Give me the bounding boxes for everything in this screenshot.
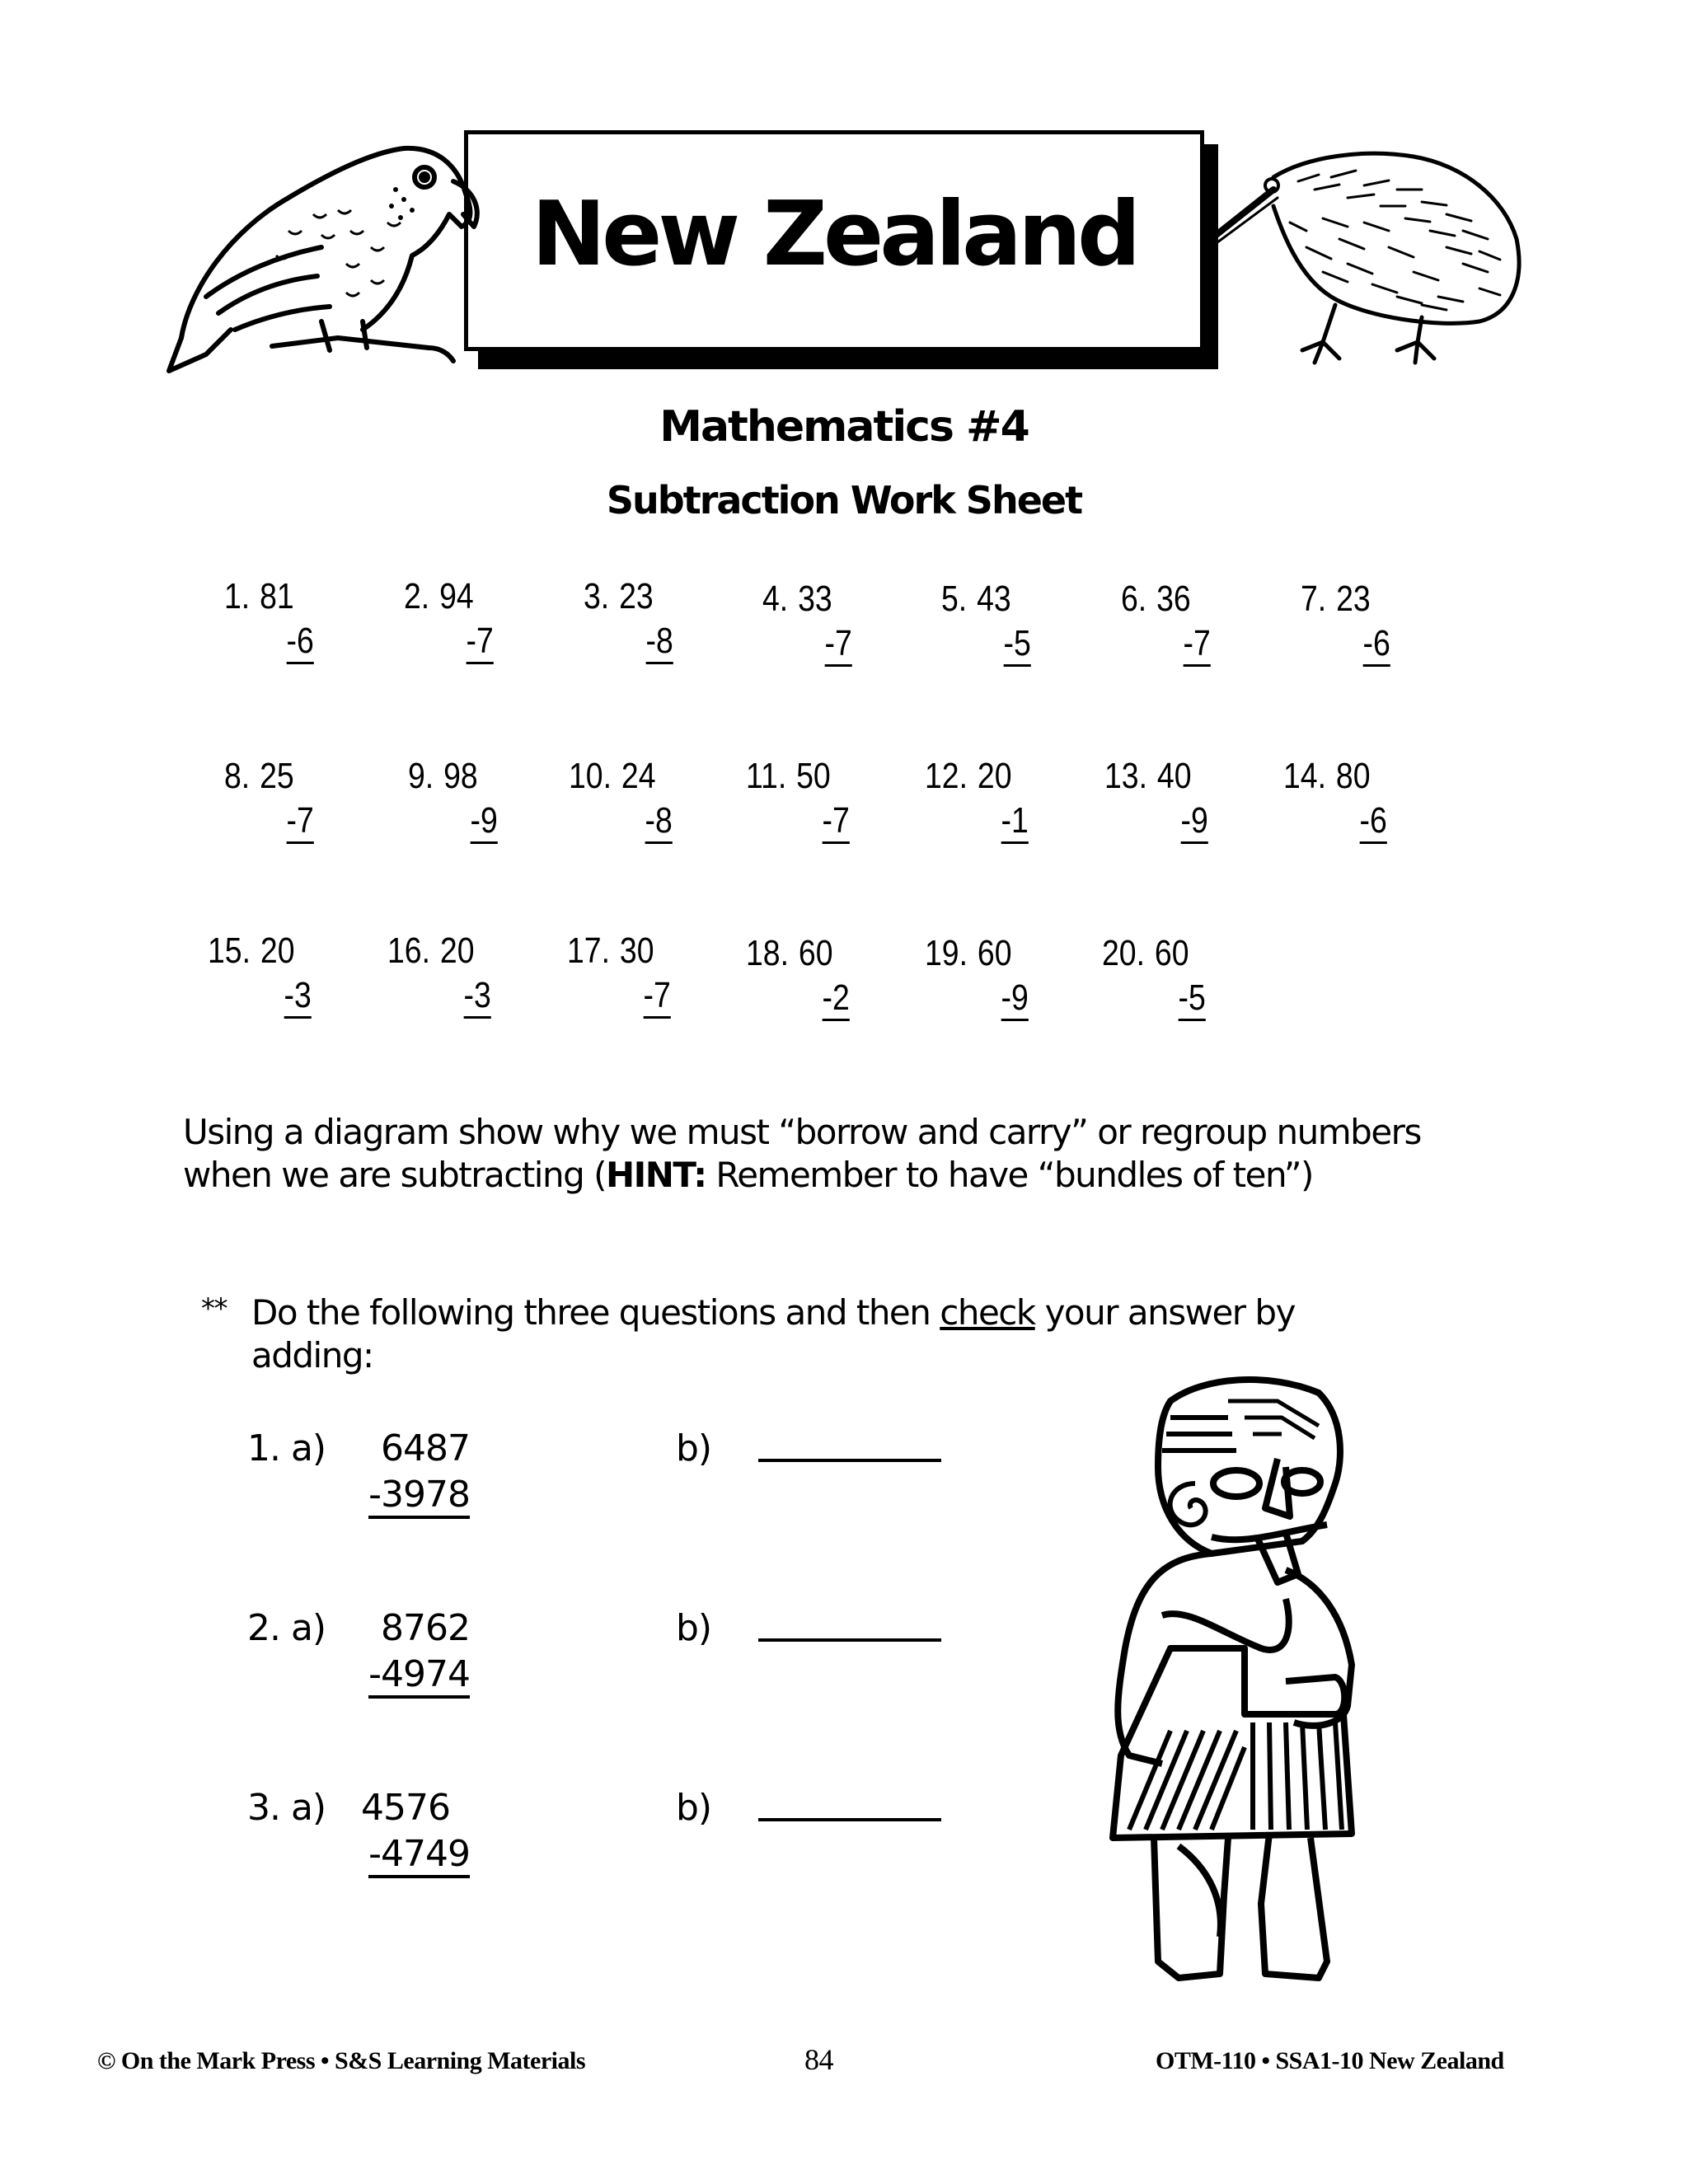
problem-number: 13. (1104, 756, 1147, 796)
page-title: New Zealand (531, 183, 1137, 286)
problem-minuend: 50 (796, 756, 831, 796)
problem-subtrahend: -7 (825, 623, 852, 667)
subtraction-problem (746, 754, 851, 843)
problem-number: 12. (925, 756, 968, 796)
hint-label: HINT: (605, 1155, 706, 1195)
subtraction-problem (925, 931, 1030, 1020)
instruction-text: Using a diagram show why we must “borrow and carry” or regroup numbers when we are subtracting ( (183, 1112, 1421, 1195)
problem-minuend: 20 (439, 930, 475, 971)
problem-minuend: 20 (977, 756, 1012, 796)
problem-number: 17. (567, 930, 610, 971)
question-subtrahend: -4974 (368, 1653, 470, 1699)
problem-minuend: 25 (260, 756, 294, 796)
instruction-text: Remember to have “bundles of ten”) (706, 1155, 1313, 1195)
kiwi-bird-illustration (1199, 140, 1537, 371)
answer-blank[interactable] (758, 1459, 941, 1462)
double-asterisk: ** (201, 1292, 227, 1325)
answer-label: b) (676, 1607, 712, 1649)
subtraction-problem (408, 754, 513, 843)
check-question (247, 1785, 989, 1884)
subtraction-problem (1283, 754, 1389, 843)
subtraction-problem (404, 574, 509, 663)
problem-number: 3. (584, 576, 610, 616)
problem-number: 10. (569, 756, 612, 796)
underlined-word: check (940, 1292, 1035, 1333)
subtraction-problem (925, 754, 1030, 843)
problem-subtrahend: -9 (1181, 800, 1208, 844)
problem-minuend: 43 (977, 579, 1011, 619)
subtraction-problem (567, 929, 673, 1018)
question-label: 2. a) (247, 1607, 326, 1649)
problem-subtrahend: -5 (1004, 623, 1031, 667)
question-minuend: 6487 (381, 1427, 470, 1469)
problem-subtrahend: -7 (467, 621, 494, 664)
problem-subtrahend: -8 (646, 621, 673, 664)
problem-subtrahend: -9 (471, 800, 498, 844)
question-subtrahend: -3978 (368, 1474, 470, 1519)
check-question (247, 1426, 989, 1525)
answer-label: b) (676, 1787, 712, 1829)
problem-number: 8. (224, 756, 251, 796)
problem-number: 1. (224, 576, 251, 616)
footer-product-code: OTM-110 • SSA1-10 New Zealand (1156, 2047, 1504, 2074)
subtraction-problem (584, 574, 689, 663)
diagram-instruction (183, 1111, 1518, 1197)
question-label: 1. a) (247, 1427, 326, 1469)
subtraction-problem (1121, 577, 1226, 666)
problem-subtrahend: -2 (823, 977, 850, 1021)
question-minuend: 4576 (361, 1787, 450, 1829)
check-instruction (251, 1291, 1405, 1377)
footer-copyright: © On the Mark Press • S&S Learning Materials (97, 2047, 585, 2074)
problem-minuend: 81 (260, 576, 294, 616)
problem-minuend: 98 (443, 756, 478, 796)
problem-number: 20. (1102, 933, 1145, 973)
problem-subtrahend: -8 (645, 800, 673, 844)
problem-number: 6. (1121, 579, 1147, 619)
answer-blank[interactable] (758, 1818, 941, 1821)
subtraction-problem (1104, 754, 1210, 843)
subtraction-problem (224, 574, 330, 663)
problem-minuend: 23 (1336, 579, 1371, 619)
subtraction-problem (746, 931, 851, 1020)
problem-minuend: 40 (1156, 756, 1192, 796)
problem-subtrahend: -6 (1360, 800, 1387, 844)
problem-minuend: 33 (798, 579, 832, 619)
question-label: 3. a) (247, 1787, 326, 1829)
subtraction-problem (762, 577, 868, 666)
subtraction-problem (208, 929, 313, 1018)
subtraction-problem (1102, 931, 1207, 1020)
problem-subtrahend: -7 (823, 800, 850, 844)
page-number: 84 (804, 2043, 833, 2076)
question-subtrahend: -4749 (368, 1833, 470, 1878)
answer-blank[interactable] (758, 1638, 941, 1642)
maori-carved-figure-illustration (1080, 1368, 1393, 2019)
worksheet-heading: Mathematics #4 (659, 402, 1029, 452)
problem-subtrahend: -3 (464, 975, 491, 1019)
problem-number: 19. (925, 933, 968, 973)
problem-minuend: 60 (798, 933, 833, 973)
problem-subtrahend: -3 (284, 975, 312, 1019)
check-question (247, 1605, 989, 1704)
kea-parrot-illustration (157, 132, 486, 379)
instruction-text: your answer by adding: (251, 1292, 1295, 1376)
problem-number: 7. (1301, 579, 1327, 619)
problem-subtrahend: -9 (1001, 977, 1029, 1021)
title-box-shadow (478, 351, 1218, 369)
problem-number: 14. (1283, 756, 1326, 796)
problem-subtrahend: -1 (1001, 800, 1029, 844)
worksheet-subheading: Subtraction Work Sheet (606, 478, 1082, 523)
problem-subtrahend: -7 (287, 800, 314, 844)
question-minuend: 8762 (381, 1607, 470, 1649)
problem-minuend: 23 (619, 576, 654, 616)
problem-number: 9. (408, 756, 434, 796)
problem-number: 16. (387, 930, 430, 971)
problem-subtrahend: -6 (287, 621, 314, 664)
problem-minuend: 60 (977, 933, 1012, 973)
problem-minuend: 36 (1156, 579, 1191, 619)
problem-subtrahend: -6 (1363, 623, 1390, 667)
instruction-text: Do the following three questions and then (251, 1292, 940, 1333)
problem-number: 5. (941, 579, 968, 619)
problem-minuend: 24 (621, 756, 656, 796)
problem-minuend: 60 (1154, 933, 1189, 973)
problem-subtrahend: -7 (1184, 623, 1211, 667)
problem-subtrahend: -7 (644, 975, 671, 1019)
answer-label: b) (676, 1427, 712, 1469)
subtraction-problem (1301, 577, 1406, 666)
problem-subtrahend: -5 (1179, 977, 1206, 1021)
problem-minuend: 80 (1335, 756, 1371, 796)
problem-number: 11. (746, 756, 787, 796)
subtraction-problem (569, 754, 674, 843)
problem-minuend: 30 (619, 930, 654, 971)
problem-number: 18. (746, 933, 789, 973)
subtraction-problem (387, 929, 493, 1018)
subtraction-problem (224, 754, 330, 843)
problem-number: 15. (208, 930, 251, 971)
problem-minuend: 94 (439, 576, 474, 616)
problem-number: 2. (404, 576, 430, 616)
subtraction-problem (941, 577, 1047, 666)
problem-number: 4. (762, 579, 789, 619)
problem-minuend: 20 (260, 930, 295, 971)
